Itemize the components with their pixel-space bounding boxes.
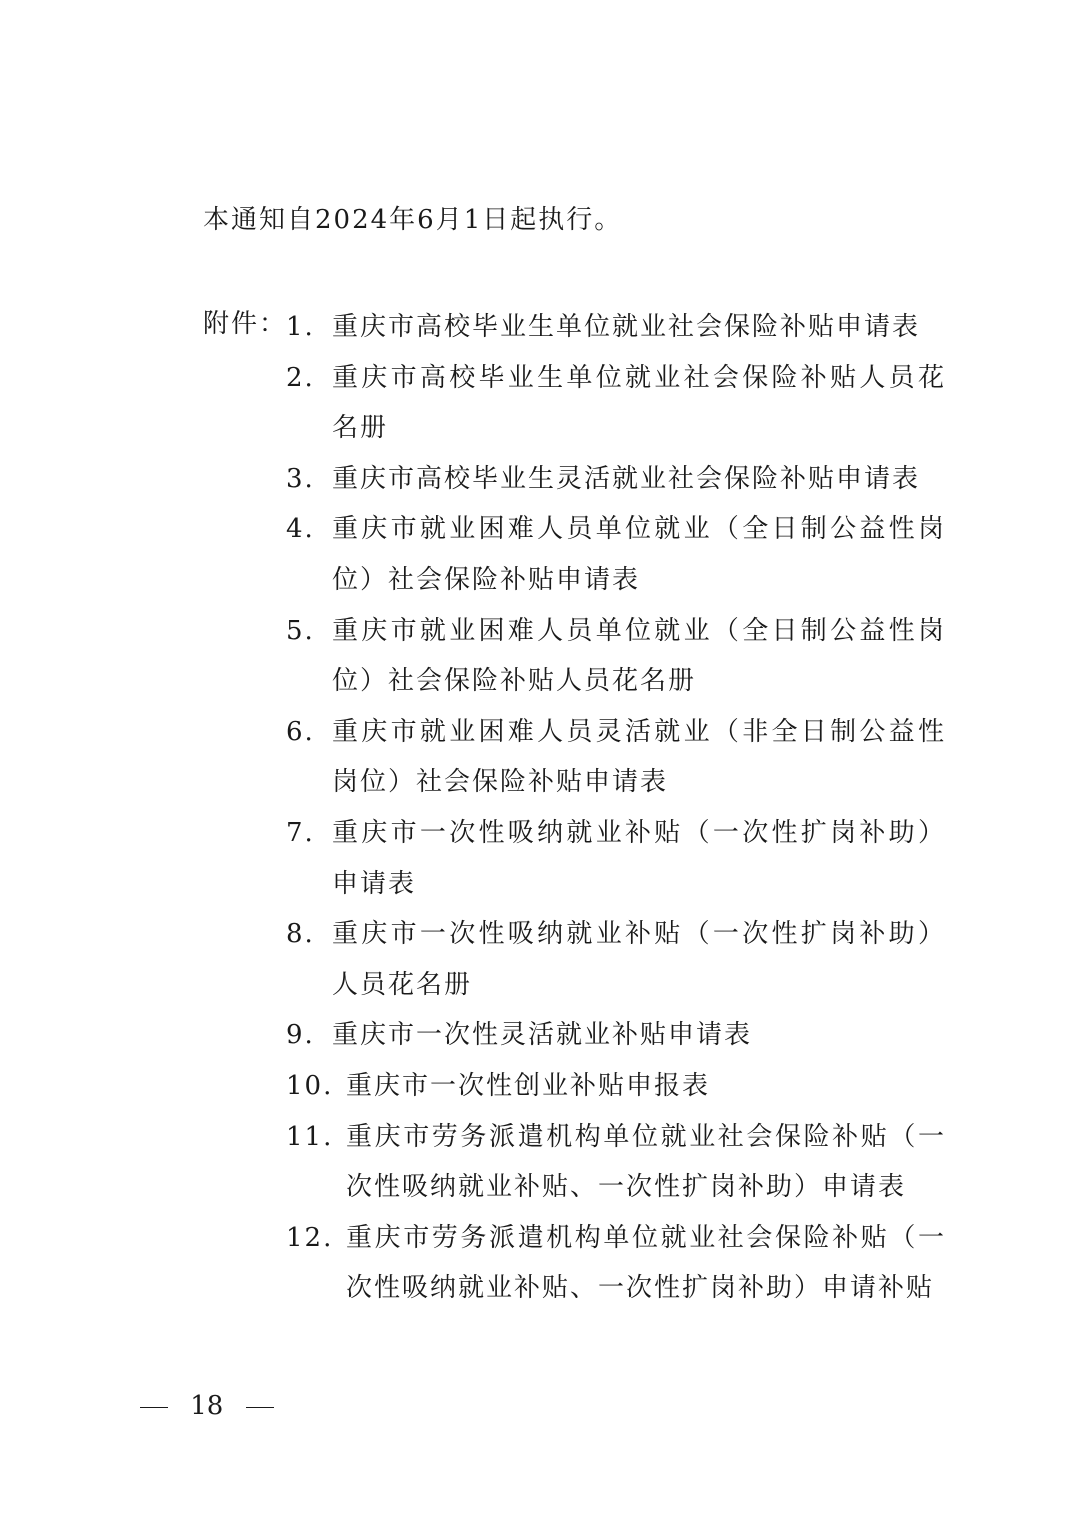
- attachment-item: [286, 909, 946, 1010]
- attachment-title: 重庆市一次性创业补贴申报表: [346, 1070, 711, 1101]
- attachment-number: 11.: [286, 1121, 334, 1152]
- attachment-number: 5.: [286, 615, 315, 646]
- attachment-title: 重庆市高校毕业生灵活就业社会保险补贴申请表: [332, 463, 921, 494]
- attachment-title: 重庆市劳务派遣机构单位就业社会保险补贴（一次性吸纳就业补贴、一次性扩岗补助）申请表: [346, 1121, 946, 1203]
- attachment-number: 7.: [286, 817, 315, 848]
- attachment-item: [286, 353, 946, 454]
- page-footer: [140, 1386, 274, 1426]
- attachment-title: 重庆市一次性吸纳就业补贴（一次性扩岗补助）人员花名册: [332, 919, 946, 1000]
- attachment-title: 重庆市就业困难人员单位就业（全日制公益性岗位）社会保险补贴人员花名册: [332, 615, 946, 697]
- attachment-item: [286, 606, 946, 707]
- attachment-item: [286, 504, 946, 605]
- attachment-number: 3.: [286, 463, 315, 494]
- attachment-title: 重庆市一次性吸纳就业补贴（一次性扩岗补助）申请表: [332, 817, 946, 899]
- attachment-title: 重庆市劳务派遣机构单位就业社会保险补贴（一次性吸纳就业补贴、一次性扩岗补助）申请补贴: [346, 1222, 946, 1304]
- page-number: 18: [190, 1391, 224, 1421]
- body-paragraph: 本通知自2024年6月1日起执行。: [203, 205, 623, 235]
- attachment-title: 重庆市高校毕业生单位就业社会保险补贴人员花名册: [332, 362, 946, 444]
- attachment-title: 重庆市高校毕业生单位就业社会保险补贴申请表: [332, 312, 921, 342]
- attachment-number: 9.: [286, 1020, 315, 1051]
- attachment-item: [286, 707, 946, 808]
- right-dash: [246, 1407, 274, 1408]
- attachment-number: 8.: [286, 919, 315, 950]
- attachment-title: 重庆市就业困难人员灵活就业（非全日制公益性岗位）社会保险补贴申请表: [332, 716, 946, 798]
- attachment-number: 4.: [286, 514, 315, 545]
- attachments-label: 附件：: [203, 309, 288, 339]
- attachment-number: 12.: [286, 1222, 334, 1253]
- attachment-number: 10.: [286, 1070, 334, 1101]
- attachment-item: [286, 454, 946, 505]
- attachment-item: [286, 1010, 946, 1061]
- attachment-item: [286, 1061, 946, 1112]
- attachments-list: [286, 302, 946, 1314]
- attachment-number: 1.: [286, 312, 315, 342]
- attachment-number: 6.: [286, 716, 315, 747]
- attachment-title: 重庆市一次性灵活就业补贴申请表: [332, 1020, 753, 1051]
- left-dash: [140, 1407, 168, 1408]
- attachment-number: 2.: [286, 362, 315, 393]
- attachment-title: 重庆市就业困难人员单位就业（全日制公益性岗位）社会保险补贴申请表: [332, 514, 946, 595]
- attachment-item: [286, 1112, 946, 1213]
- attachment-item: [286, 808, 946, 909]
- attachment-item: [286, 1213, 946, 1314]
- attachment-item: [286, 302, 946, 353]
